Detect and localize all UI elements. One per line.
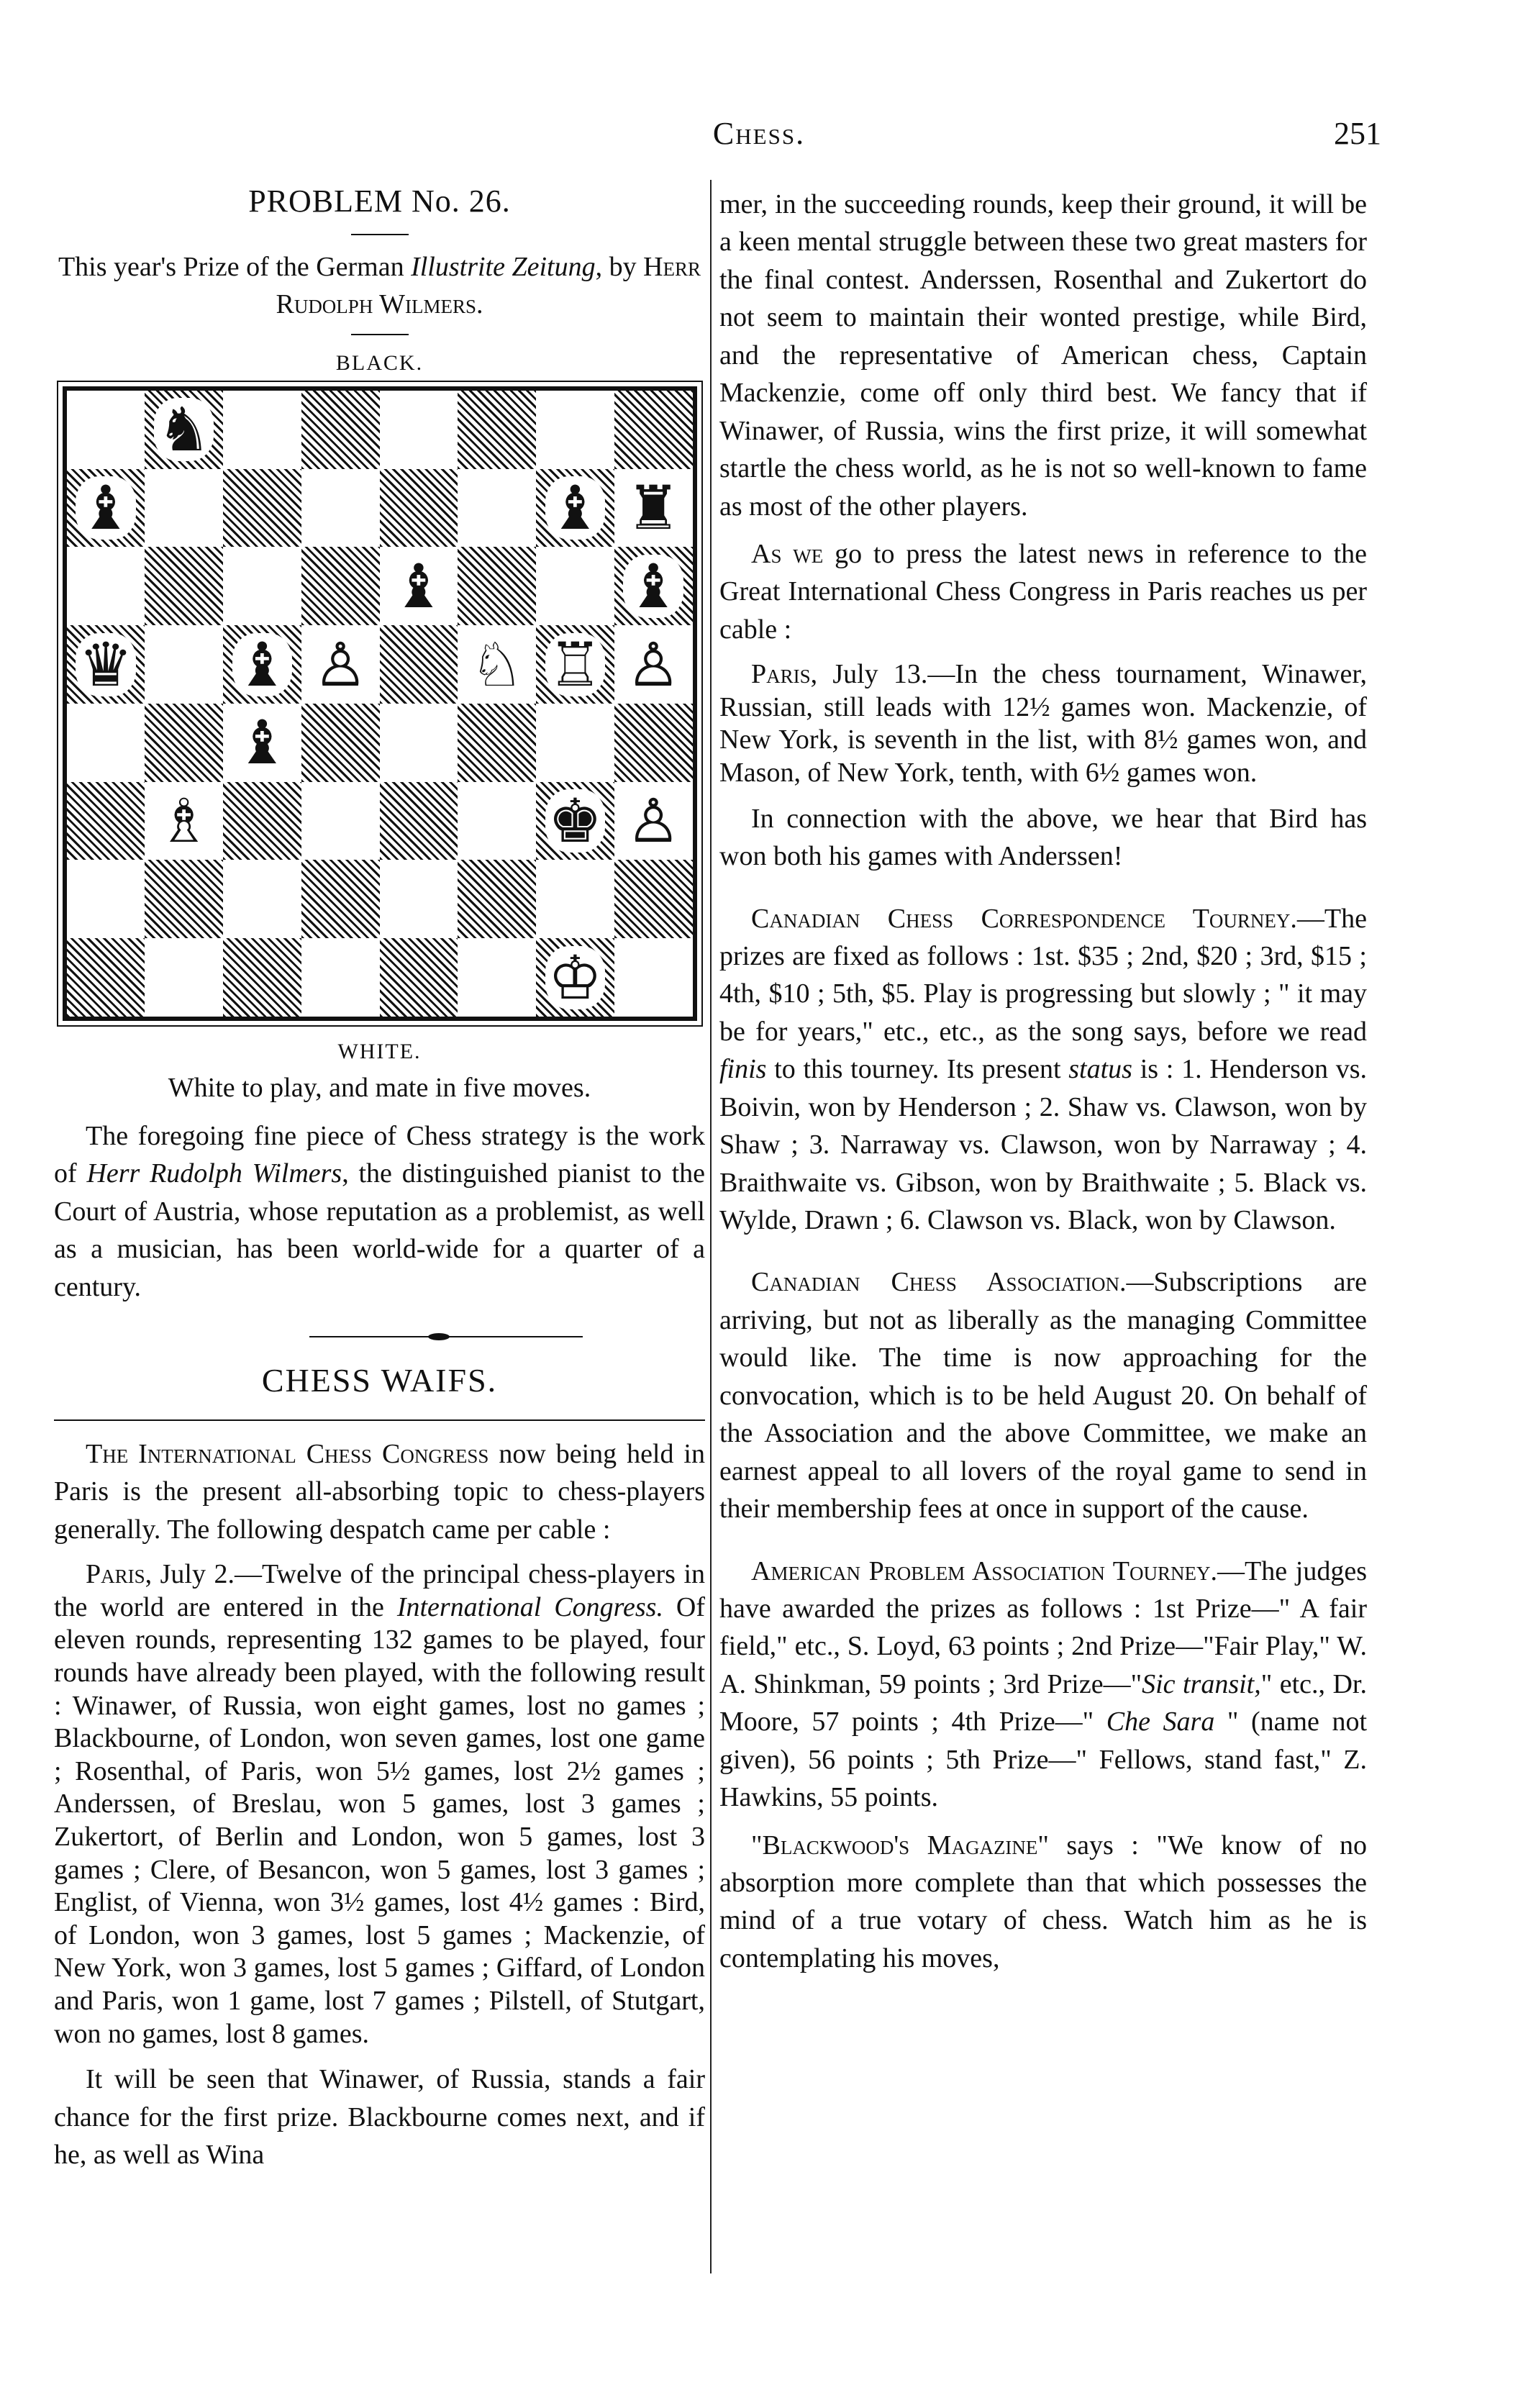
board-square bbox=[145, 469, 223, 548]
board-square bbox=[67, 704, 145, 782]
board-square bbox=[380, 938, 458, 1017]
paragraph-italic: Che Sara bbox=[1106, 1707, 1215, 1737]
board-square bbox=[223, 704, 301, 782]
chess-piece-icon: ♝ bbox=[545, 476, 605, 540]
board-square bbox=[458, 704, 536, 782]
chess-piece-icon: ♙ bbox=[313, 629, 368, 700]
board-square bbox=[223, 782, 301, 860]
paragraph-text: The foregoing fine piece of Chess strategy is the work of bbox=[54, 1120, 705, 1189]
board-square bbox=[301, 860, 380, 938]
paragraph-text: July 2.—Twelve of the principal chess-players in the world are entered in the bbox=[54, 1559, 705, 1622]
board-square bbox=[67, 391, 145, 469]
paragraph bbox=[719, 1827, 1367, 1978]
board-square bbox=[145, 938, 223, 1017]
board-square bbox=[458, 860, 536, 938]
board-square bbox=[380, 860, 458, 938]
board-square bbox=[458, 469, 536, 548]
problem-subtitle bbox=[54, 248, 705, 324]
chess-piece-icon: ♔ bbox=[545, 946, 605, 1009]
chess-piece-icon: ♝ bbox=[232, 633, 292, 696]
board-square bbox=[536, 782, 614, 860]
divider-rule bbox=[351, 234, 409, 235]
board-square bbox=[67, 860, 145, 938]
paragraph bbox=[54, 1435, 705, 1548]
paragraph-lead: "Blackwood's Magazine" bbox=[751, 1830, 1049, 1860]
board-square bbox=[614, 625, 693, 704]
paragraph-lead: Canadian Chess Correspondence Tourney. bbox=[751, 903, 1297, 934]
paragraph bbox=[719, 1263, 1367, 1527]
board-square bbox=[536, 391, 614, 469]
board-square bbox=[536, 860, 614, 938]
board-square bbox=[380, 469, 458, 548]
chess-piece-icon: ♝ bbox=[235, 707, 290, 778]
running-header: Chess. bbox=[712, 116, 806, 151]
board-square bbox=[223, 625, 301, 704]
board-square bbox=[458, 547, 536, 625]
chess-piece-icon: ♝ bbox=[391, 550, 446, 622]
paragraph-lead: The International Chess Congress bbox=[86, 1438, 489, 1469]
divider-rule bbox=[54, 1419, 705, 1421]
board-square bbox=[145, 704, 223, 782]
paragraph-italic: Sic transit, bbox=[1142, 1668, 1261, 1699]
paragraph bbox=[719, 1553, 1367, 1817]
paragraph-text: —Subscriptions are arriving, but not as liberally as the managing Committee would like. The time is now approaching for the convocation, which is to be held August 20. On behalf of the Association and the above Committee, we make an earnest appeal to all lovers of the royal game to send in their membership fees at once in support of the cause. bbox=[719, 1267, 1368, 1525]
board-square bbox=[145, 860, 223, 938]
board-square bbox=[458, 782, 536, 860]
chess-piece-icon: ♗ bbox=[156, 786, 212, 857]
paragraph-lead: Canadian Chess Association. bbox=[751, 1267, 1127, 1298]
paragraph-italic: finis bbox=[719, 1054, 767, 1085]
paragraph-text: " etc., Dr. Moore, 57 points ; 4th Prize—" bbox=[719, 1668, 1367, 1737]
chess-piece-icon: ♝ bbox=[76, 476, 135, 540]
board-square bbox=[614, 782, 693, 860]
divider-rule bbox=[351, 334, 409, 335]
board-square bbox=[301, 391, 380, 469]
board-square bbox=[223, 469, 301, 548]
board-square bbox=[614, 860, 693, 938]
board-square bbox=[301, 782, 380, 860]
board-square bbox=[67, 547, 145, 625]
paragraph-text: go to press the latest news in reference to the Great International Chess Congress in Paris reaches us per cable : bbox=[719, 538, 1368, 645]
chess-piece-icon: ♙ bbox=[626, 629, 681, 700]
board-square bbox=[614, 391, 693, 469]
chess-piece-icon: ♚ bbox=[545, 789, 605, 853]
board-square bbox=[145, 547, 223, 625]
foregoing-paragraph bbox=[54, 1117, 705, 1306]
right-column bbox=[719, 186, 1367, 1987]
board-square bbox=[380, 782, 458, 860]
paragraph bbox=[719, 658, 1367, 789]
board-square bbox=[458, 625, 536, 704]
chess-piece-icon: ♞ bbox=[154, 398, 214, 461]
subtitle-publication: Illustrite Zeitung bbox=[411, 251, 596, 282]
board-square bbox=[145, 782, 223, 860]
subtitle-text: This year's Prize of the German bbox=[58, 251, 412, 282]
board-square bbox=[614, 469, 693, 548]
board-square bbox=[145, 391, 223, 469]
paragraph-italic: Herr Rudolph Wilmers bbox=[86, 1158, 342, 1189]
board-square bbox=[301, 547, 380, 625]
left-column bbox=[54, 180, 705, 2184]
paragraph-text: —The judges have awarded the prizes as follows : 1st Prize—" A fair field," etc., S. Loyd, 63 points ; 2nd Prize—"Fair Play," W. A. Shinkman, 59 points ; 3rd Prize—" bbox=[719, 1555, 1367, 1699]
board-square bbox=[301, 938, 380, 1017]
black-label: BLACK. bbox=[335, 350, 424, 375]
board-square bbox=[223, 860, 301, 938]
board-square bbox=[301, 625, 380, 704]
board-square bbox=[223, 547, 301, 625]
board-square bbox=[67, 938, 145, 1017]
paragraph bbox=[719, 535, 1367, 648]
subtitle-author: Herr Rudolph Wilmers. bbox=[276, 251, 701, 320]
board-square bbox=[301, 469, 380, 548]
section-title: CHESS WAIFS. bbox=[261, 1362, 498, 1399]
board-square bbox=[380, 704, 458, 782]
board-square bbox=[380, 547, 458, 625]
paragraph: mer, in the succeeding rounds, keep their ground, it will be a keen mental struggle between these two great masters for the final contest. Anderssen, Rosenthal and Zukertort do not seem to maintain their wonted prestige, while Bird, and the representative of American chess, Captain Mackenzie, come off only third best. We fancy that if Winawer, of Russia, wins the first prize, it will somewhat startle the chess world, as he is not so well-known to fame as most of the other players. bbox=[719, 189, 1367, 522]
board-square bbox=[223, 391, 301, 469]
paragraph-lead: Paris, bbox=[86, 1559, 153, 1590]
chess-board bbox=[63, 386, 697, 1021]
board-square bbox=[380, 391, 458, 469]
board-square bbox=[67, 625, 145, 704]
board-square bbox=[614, 547, 693, 625]
board-square bbox=[67, 782, 145, 860]
chess-piece-icon: ♖ bbox=[545, 633, 605, 696]
paragraph-lead: As we bbox=[751, 538, 824, 569]
subtitle-text: , by bbox=[595, 251, 644, 282]
board-square bbox=[67, 469, 145, 548]
paragraph bbox=[719, 900, 1367, 1240]
paragraph: It will be seen that Winawer, of Russia, stands a fair chance for the first prize. Blackbourne comes next, and if he, as well as Wina bbox=[54, 2064, 705, 2170]
chess-piece-icon: ♙ bbox=[626, 786, 681, 857]
problem-caption: White to play, and mate in five moves. bbox=[168, 1073, 591, 1104]
paragraph-lead: American Problem Association Tourney. bbox=[751, 1555, 1218, 1586]
board-square bbox=[536, 625, 614, 704]
board-square bbox=[614, 938, 693, 1017]
board-square bbox=[458, 938, 536, 1017]
paragraph-text: Of eleven rounds, representing 132 games to be played, four rounds have already been played, with the following result : Winawer, of Russia, won eight games, lost no games ; Blackbourne, of London, won seven games, lost one game ; Rosenthal, of Paris, won 5½ games, lost 2½ games ; Anderssen, of Breslau, won 5 games, lost 3 games ; Zukertort, of Berlin and London, won 5 games, lost 3 games ; Clere, of Besancon, won 5 games, lost 3 games ; Englist, of Vienna, won 3½ games, lost 4½ games : Bird, of London, won 3 games, lost 5 games ; Mackenzie, of New York, won 3 games, lost 5 games ; Giffard, of London and Paris, won 1 game, lost 7 games ; Pilstell, of Stutgart, won no games, lost 8 games. bbox=[54, 1591, 705, 2049]
paragraph-italic: International Congress. bbox=[396, 1591, 663, 1622]
column-divider bbox=[710, 180, 712, 2273]
paragraph-text: July 13.—In the chess tournament, Winawer, Russian, still leads with 12½ games won. Mackenzie, of New York, is seventh in the list, with 8½ games won, and Mason, of New York, tenth, with 6½ games won. bbox=[719, 659, 1367, 789]
page-number: 251 bbox=[1334, 116, 1381, 151]
chess-piece-icon: ♘ bbox=[469, 629, 524, 700]
board-square bbox=[536, 938, 614, 1017]
paragraph-text: says : "We know of no absorption more complete than that which possesses the mind of a true votary of chess. Watch him as he is contemplating his moves, bbox=[719, 1830, 1367, 1973]
board-square bbox=[536, 469, 614, 548]
board-square bbox=[145, 625, 223, 704]
paragraph-italic: status bbox=[1068, 1054, 1132, 1085]
paragraph: In connection with the above, we hear that Bird has won both his games with Anderssen! bbox=[719, 803, 1367, 872]
paragraph-text: is : 1. Henderson vs. Boivin, won by Henderson ; 2. Shaw vs. Clawson, won by Shaw ; 3. Narraway vs. Clawson, won by Narraway ; 4. Braithwaite vs. Gibson, won by Braithwaite ; 5. Black vs. Wylde, Drawn ; 6. Clawson vs. Black, won by Clawson. bbox=[719, 1054, 1367, 1235]
paragraph-text: —The prizes are fixed as follows : 1st. $35 ; 2nd, $20 ; 3rd, $15 ; 4th, $10 ; 5th, $5. Play is progressing but slowly ; " it may be for years," etc., etc., as the song says, before we read bbox=[719, 903, 1367, 1047]
board-square bbox=[458, 391, 536, 469]
paragraph-text: now being held in Paris is the present all-absorbing topic to chess-players generally. The following despatch came per cable : bbox=[54, 1438, 705, 1545]
board-square bbox=[223, 938, 301, 1017]
white-label: WHITE. bbox=[337, 1039, 422, 1063]
board-square bbox=[536, 704, 614, 782]
ornament-rule bbox=[54, 1316, 705, 1353]
problem-title: PROBLEM No. 26. bbox=[248, 183, 511, 219]
board-square bbox=[380, 625, 458, 704]
board-square bbox=[301, 704, 380, 782]
chess-piece-icon: ♝ bbox=[623, 555, 683, 618]
chess-piece-icon: ♛ bbox=[76, 633, 135, 696]
board-square bbox=[614, 704, 693, 782]
paragraph-text: to this tourney. Its present bbox=[766, 1054, 1069, 1085]
paragraph-text: " (name not given), 56 points ; 5th Prize—" Fellows, stand fast," Z. Hawkins, 55 points. bbox=[719, 1707, 1368, 1813]
paragraph-text: , the distinguished pianist to the Court of Austria, whose reputation as a problemist, as well as a musician, has been world-wide for a quarter of a century. bbox=[54, 1158, 706, 1302]
board-square bbox=[536, 547, 614, 625]
paragraph-lead: Paris, bbox=[751, 659, 818, 690]
chess-piece-icon: ♜ bbox=[626, 473, 681, 544]
paragraph bbox=[54, 1558, 705, 2050]
